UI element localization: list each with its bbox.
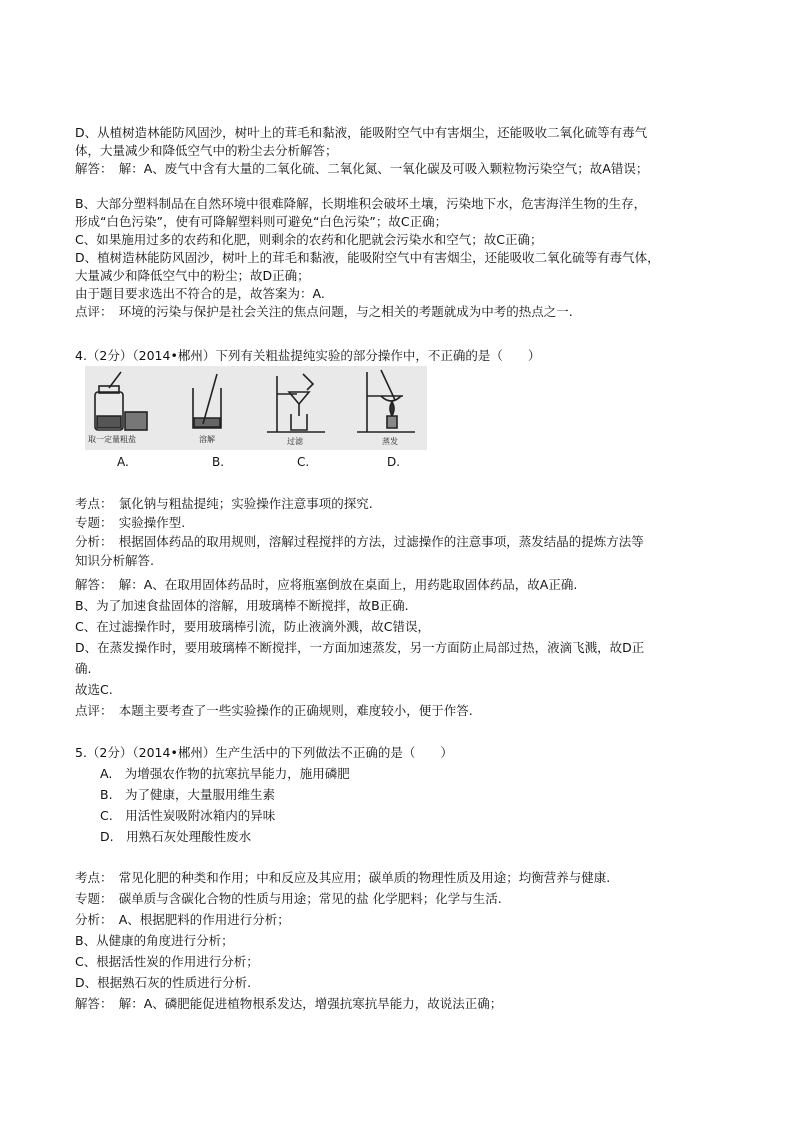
choice-c: C. [297, 455, 310, 469]
text-line: 大量减少和降低空气中的粉尘；故D正确； [75, 268, 310, 283]
question-5-stem: 5.（2分）（2014•郴州）生产生活中的下列做法不正确的是（ ） [75, 745, 453, 760]
q5-option-c: C. 用活性炭吸附冰箱内的异味 [100, 808, 276, 823]
q4-analysis-line: 故选C. [75, 682, 113, 697]
lab-apparatus-illustration [85, 366, 427, 450]
q4-analysis-line: 考点： 氯化钠与粗盐提纯；实验操作注意事项的探究. [75, 496, 373, 511]
q5-analysis-line: C、根据活性炭的作用进行分析； [75, 954, 259, 969]
choice-a: A. [117, 455, 129, 469]
text-line: C、如果施用过多的农药和化肥，则剩余的农药和化肥就会污染水和空气；故C正确； [75, 232, 543, 247]
text-line: 点评： 环境的污染与保护是社会关注的焦点问题，与之相关的考题就成为中考的热点之一. [75, 304, 573, 319]
text-line: D、从植树造林能防风固沙，树叶上的茸毛和黏液，能吸附空气中有害烟尘，还能吸收二氧化硫等有毒气 [75, 125, 648, 140]
q5-analysis-line: 分析： A、根据肥料的作用进行分析； [75, 912, 290, 927]
q4-analysis-line: 解答： 解：A、在取用固体药品时，应将瓶塞倒放在桌面上，用药匙取固体药品，故A正确. [75, 577, 578, 592]
text-line: 形成“白色污染”，使有可降解塑料则可避免“白色污染”；故C正确； [75, 214, 448, 229]
lab-operations-figure [85, 366, 427, 450]
reagent-jar-icon [95, 372, 147, 430]
q4-analysis-line: B、为了加速食盐固体的溶解，用玻璃棒不断搅拌，故B正确. [75, 598, 409, 613]
choice-b: B. [212, 455, 225, 469]
figure-label-c: 过滤 [287, 437, 303, 446]
q5-analysis-line: 专题： 碳单质与含碳化合物的性质与用途；常见的盐 化学肥料；化学与生活. [75, 891, 502, 906]
q5-analysis-line: 解答： 解：A、磷肥能促进植物根系发达，增强抗寒抗旱能力，故说法正确； [75, 996, 503, 1011]
q4-analysis-line: 知识分析解答. [75, 553, 154, 568]
filtration-stand-icon [267, 374, 325, 432]
q4-analysis-line: 专题： 实验操作型. [75, 515, 186, 530]
figure-label-a: 取一定量粗盐 [88, 435, 136, 444]
figure-label-d: 蒸发 [382, 437, 398, 446]
q5-option-a: A. 为增强农作物的抗寒抗旱能力，施用磷肥 [100, 766, 350, 781]
question-4-stem: 4.（2分）（2014•郴州）下列有关粗盐提纯实验的部分操作中，不正确的是（ ） [75, 348, 541, 363]
evaporation-stand-icon [357, 370, 415, 432]
text-line: 由于题目要求选出不符合的是，故答案为：A. [75, 286, 325, 301]
q5-analysis-line: D、根据熟石灰的性质进行分析. [75, 975, 252, 990]
text-line: 体，大量减少和降低空气中的粉尘去分析解答； [75, 143, 338, 158]
figure-label-b: 溶解 [199, 435, 215, 444]
text-line: B、大部分塑料制品在自然环境中很难降解，长期堆积会破坏土壤，污染地下水，危害海洋生物的生存， [75, 196, 647, 211]
q5-option-b: B. 为了健康，大量服用维生素 [100, 787, 276, 802]
q5-analysis-line: 考点： 常见化肥的种类和作用；中和反应及其应用；碳单质的物理性质及用途；均衡营养与健康. [75, 870, 611, 885]
q5-option-d: D. 用熟石灰处理酸性废水 [100, 829, 252, 844]
text-line: D、植树造林能防风固沙，树叶上的茸毛和黏液，能吸附空气中有害烟尘，还能吸收二氧化硫等有毒气体， [75, 250, 660, 265]
q4-analysis-line: D、在蒸发操作时，要用玻璃棒不断搅拌，一方面加速蒸发，另一方面防止局部过热，液滴飞溅，故D正 [75, 640, 645, 655]
beaker-icon [193, 374, 221, 428]
text-line: 解答： 解：A、废气中含有大量的二氧化硫、二氧化氮、一氧化碳及可吸入颗粒物污染空气；故A错误； [75, 161, 649, 176]
q4-analysis-line: 确. [75, 661, 92, 676]
choice-d: D. [387, 455, 401, 469]
q4-analysis-line: 点评： 本题主要考查了一些实验操作的正确规则，难度较小，便于作答. [75, 703, 473, 718]
q4-analysis-line: 分析： 根据固体药品的取用规则，溶解过程搅拌的方法，过滤操作的注意事项，蒸发结晶的提炼方法等 [75, 534, 644, 549]
q4-analysis-line: C、在过滤操作时，要用玻璃棒引流，防止液滴外溅，故C错误， [75, 619, 430, 634]
q5-analysis-line: B、从健康的角度进行分析； [75, 933, 234, 948]
